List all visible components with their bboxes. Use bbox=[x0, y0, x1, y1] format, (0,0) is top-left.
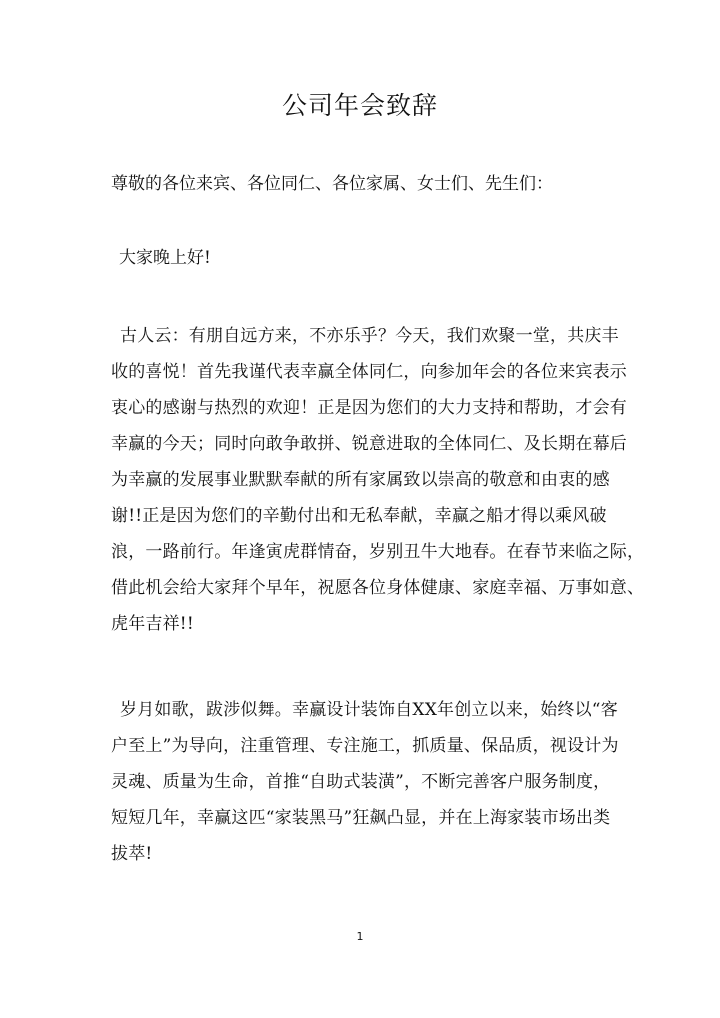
paragraph-line: 为幸赢的发展事业默默奉献的所有家属致以崇高的敬意和由衷的感 bbox=[111, 470, 610, 490]
paragraph-line: 灵魂、质量为生命，首推“自助式装潢”，不断完善客户服务制度， bbox=[111, 772, 611, 792]
paragraph-opening bbox=[111, 318, 645, 642]
paragraph-history bbox=[111, 692, 619, 872]
paragraph-line: 岁月如歌，跋涉似舞。幸赢设计装饰自XX年创立以来，始终以“客 bbox=[120, 700, 618, 720]
paragraph-line: 古人云：有朋自远方来，不亦乐乎？今天，我们欢聚一堂，共庆丰 bbox=[120, 326, 619, 346]
paragraph-line: 衷心的感谢与热烈的欢迎！正是因为您们的大力支持和帮助，才会有 bbox=[111, 398, 627, 418]
paragraph-line: 浪，一路前行。年逢寅虎群情奋，岁别丑牛大地春。在春节来临之际， bbox=[111, 542, 645, 562]
paragraph-line: 户至上”为导向，注重管理、专注施工，抓质量、保品质，视设计为 bbox=[111, 736, 619, 756]
paragraph-line: 谢!!正是因为您们的辛勤付出和无私奉献，幸赢之船才得以乘风破 bbox=[111, 506, 607, 526]
salutation: 尊敬的各位来宾、各位同仁、各位家属、女士们、先生们： bbox=[111, 174, 553, 194]
paragraph-line: 幸赢的今天；同时向敢争敢拼、锐意进取的全体同仁、及长期在幕后 bbox=[111, 434, 627, 454]
paragraph-line: 短短几年，幸赢这匹“家装黑马”狂飙凸显，并在上海家装市场出类 bbox=[111, 808, 611, 828]
paragraph-line: 借此机会给大家拜个早年，祝愿各位身体健康、家庭幸福、万事如意、 bbox=[111, 578, 645, 598]
paragraph-line: 收的喜悦！首先我谨代表幸赢全体同仁，向参加年会的各位来宾表示 bbox=[111, 362, 627, 382]
greeting: 大家晚上好! bbox=[119, 248, 211, 268]
paragraph-line: 虎年吉祥!! bbox=[111, 614, 194, 634]
page-number: 1 bbox=[356, 930, 364, 943]
paragraph-line: 拔萃! bbox=[111, 844, 153, 864]
document-title: 公司年会致辞 bbox=[281, 91, 438, 120]
